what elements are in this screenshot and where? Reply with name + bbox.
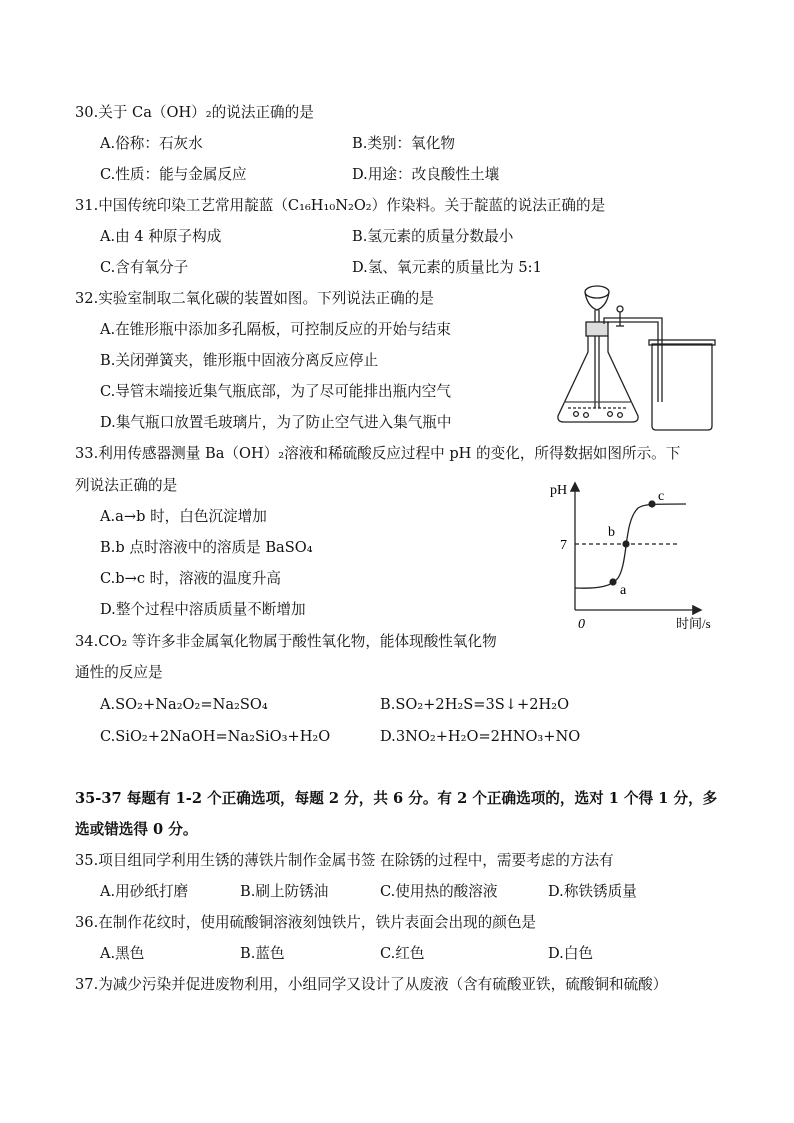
section-instruction-line2: 选或错选得 0 分。 xyxy=(75,821,198,838)
q33-stem-line1: 33.利用传感器测量 Ba（OH）₂溶液和稀硫酸反应过程中 pH 的变化，所得数据如图所示。下 xyxy=(75,445,681,462)
time-axis-label: 时间/s xyxy=(676,616,711,631)
q32-option-d: D.集气瓶口放置毛玻璃片，为了防止空气进入集气瓶中 xyxy=(100,414,452,431)
q36-option-a: A.黑色 xyxy=(100,945,145,962)
q35-option-a: A.用砂纸打磨 xyxy=(100,883,189,900)
q36-option-b: B.蓝色 xyxy=(240,945,285,962)
q32-option-c: C.导管末端接近集气瓶底部，为了尽可能排出瓶内空气 xyxy=(100,383,451,400)
q30-option-a: A.俗称：石灰水 xyxy=(100,135,203,152)
ph-time-graph xyxy=(540,476,715,636)
q32-option-a: A.在锥形瓶中添加多孔隔板，可控制反应的开始与结束 xyxy=(100,321,451,338)
q31-option-a: A.由 4 种原子构成 xyxy=(100,228,222,245)
q34-option-a: A.SO₂+Na₂O₂=Na₂SO₄ xyxy=(100,696,268,713)
q34-option-c: C.SiO₂+2NaOH=Na₂SiO₃+H₂O xyxy=(100,728,331,745)
q34-option-b: B.SO₂+2H₂S=3S↓+2H₂O xyxy=(380,696,570,713)
co2-apparatus-figure xyxy=(552,280,724,432)
q34-stem-line1: 34.CO₂ 等许多非金属氧化物属于酸性氧化物，能体现酸性氧化物 xyxy=(75,633,497,650)
q32-stem: 32.实验室制取二氧化碳的装置如图。下列说法正确的是 xyxy=(75,290,434,307)
ph-seven-label: 7 xyxy=(560,538,567,553)
q35-stem: 35.项目组同学利用生锈的薄铁片制作金属书签 在除锈的过程中，需要考虑的方法有 xyxy=(75,852,614,869)
point-b-label: b xyxy=(608,525,615,540)
q30-stem: 30.关于 Ca（OH）₂的说法正确的是 xyxy=(75,104,314,121)
q33-option-a: A.a→b 时，白色沉淀增加 xyxy=(100,508,267,525)
q31-option-c: C.含有氧分子 xyxy=(100,259,189,276)
q31-stem: 31.中国传统印染工艺常用靛蓝（C₁₆H₁₀N₂O₂）作染料。关于靛蓝的说法正确的是 xyxy=(75,197,606,214)
q36-option-c: C.红色 xyxy=(380,945,425,962)
q34-stem-line2: 通性的反应是 xyxy=(75,664,163,681)
q36-option-d: D.白色 xyxy=(548,945,594,962)
q35-option-d: D.称铁锈质量 xyxy=(548,883,637,900)
q37-stem: 37.为减少污染并促进废物利用，小组同学又设计了从废液（含有硫酸亚铁，硫酸铜和硫酸） xyxy=(75,976,668,993)
point-a-label: a xyxy=(620,583,627,598)
q33-option-c: C.b→c 时，溶液的温度升高 xyxy=(100,570,282,587)
q33-option-d: D.整个过程中溶质质量不断增加 xyxy=(100,601,306,618)
q35-option-b: B.刷上防锈油 xyxy=(240,883,329,900)
q32-option-b: B.关闭弹簧夹，锥形瓶中固液分离反应停止 xyxy=(100,352,379,369)
q33-stem-line2: 列说法正确的是 xyxy=(75,477,178,494)
q30-option-d: D.用途：改良酸性土壤 xyxy=(352,166,500,183)
origin-label: 0 xyxy=(578,617,585,632)
q34-option-d: D.3NO₂+H₂O=2HNO₃+NO xyxy=(380,728,581,745)
q30-option-b: B.类别：氧化物 xyxy=(352,135,455,152)
ph-axis-label: pH xyxy=(550,483,568,498)
point-c-label: c xyxy=(658,489,665,504)
q31-option-d: D.氢、氧元素的质量比为 5:1 xyxy=(352,259,542,276)
q31-option-b: B.氢元素的质量分数最小 xyxy=(352,228,514,245)
section-instruction-line1: 35-37 每题有 1-2 个正确选项，每题 2 分，共 6 分。有 2 个正确选项的，选对 1 个得 1 分，多 xyxy=(75,790,718,807)
q33-option-b: B.b 点时溶液中的溶质是 BaSO₄ xyxy=(100,539,313,556)
q35-option-c: C.使用热的酸溶液 xyxy=(380,883,498,900)
q30-option-c: C.性质：能与金属反应 xyxy=(100,166,247,183)
q36-stem: 36.在制作花纹时，使用硫酸铜溶液刻蚀铁片，铁片表面会出现的颜色是 xyxy=(75,914,537,931)
